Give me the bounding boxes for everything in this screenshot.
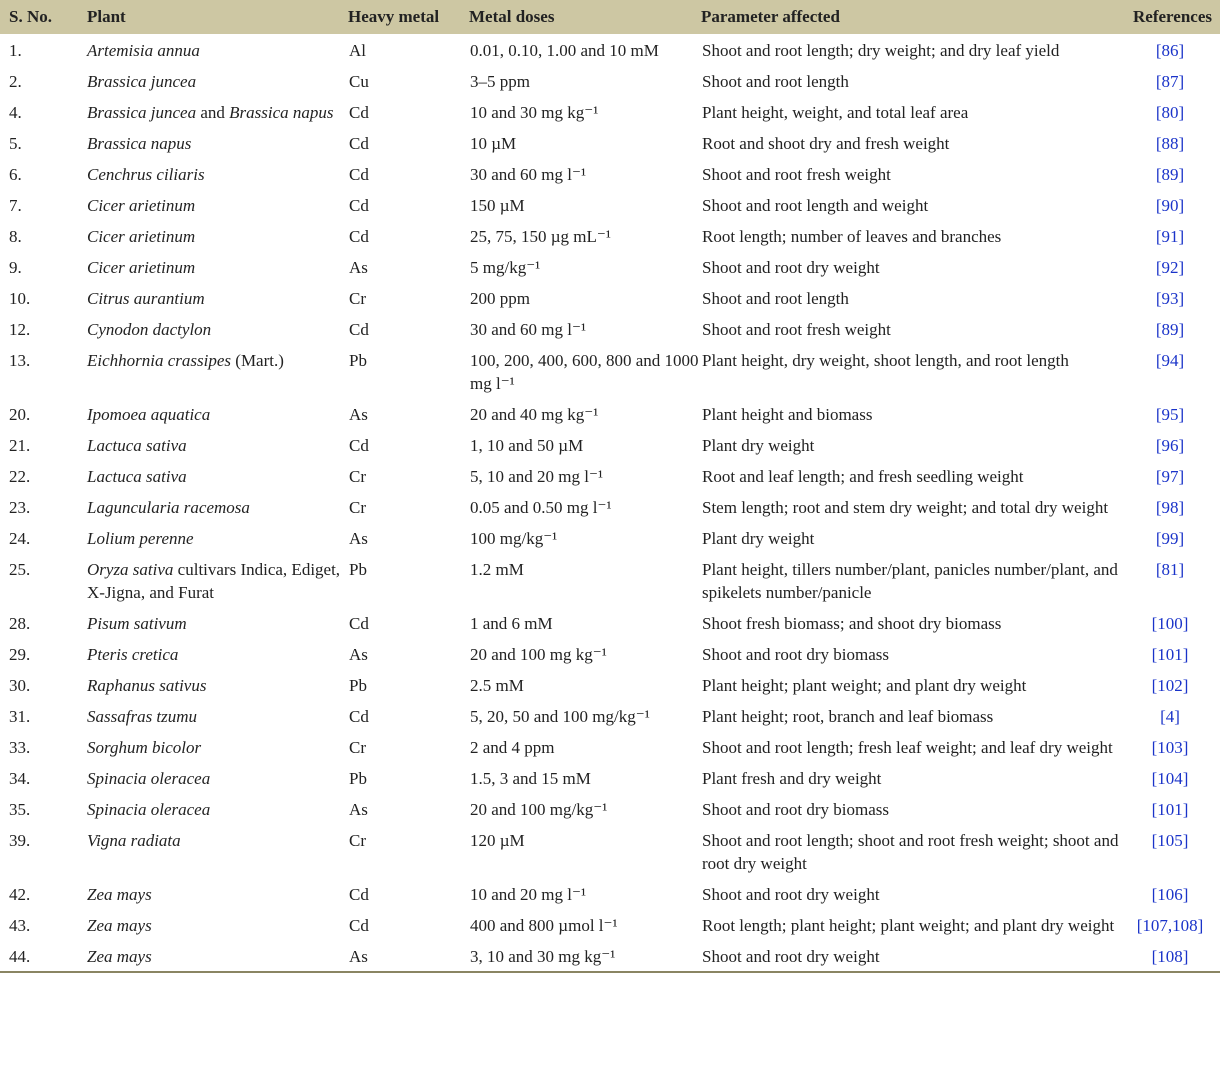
plant-name-part: Cicer arietinum [87,196,196,215]
cell-heavy-metal: Cd [349,165,369,184]
cell-plant [87,731,348,762]
cell-sno: 24. [9,529,31,548]
cell-sno: 12. [9,320,31,339]
cell-metal-doses: 400 and 800 µmol l⁻¹ [470,916,618,935]
cell-parameter-affected: Plant height, dry weight, shoot length, and root length [702,351,1069,370]
cell-heavy-metal: Cr [349,738,366,757]
plant-name-part: Brassica juncea [87,72,197,91]
cell-metal-doses: 3, 10 and 30 mg kg⁻¹ [469,940,701,972]
cell-reference [1120,669,1220,700]
table-row [0,878,1220,909]
cell-metal-doses: 20 and 100 mg/kg⁻¹ [470,800,608,819]
cell-reference [1120,824,1220,878]
cell-sno: 35. [9,800,31,819]
plant-name-part: Pteris cretica [87,645,179,664]
cell-reference [1120,878,1220,909]
cell-sno: 6. [9,165,22,184]
cell-reference [1120,158,1220,189]
reference-link[interactable]: [93] [1155,289,1185,308]
table-row [0,909,1220,940]
table-row [0,460,1220,491]
plant-name-part: Cenchrus ciliaris [87,165,205,184]
cell-metal-doses: 1 and 6 mM [470,614,553,633]
plant-name-part: cultivars Indica, Ediget, X-Jigna, and Furat [87,560,341,602]
cell-plant [87,429,348,460]
cell-metal-doses: 10 µM [470,134,517,153]
table-row [0,553,1220,607]
cell-heavy-metal: Cr [349,831,366,850]
cell-sno: 5. [9,134,22,153]
cell-plant [87,491,348,522]
reference-link[interactable]: [92] [1155,258,1185,277]
plant-name-part: Spinacia oleracea [87,800,211,819]
cell-parameter-affected: Root and leaf length; and fresh seedling weight [702,467,1024,486]
cell-parameter-affected: Shoot and root dry biomass [702,645,889,664]
cell-parameter-affected: Shoot and root length; fresh leaf weight; and leaf dry weight [702,738,1113,757]
table-row [0,638,1220,669]
reference-link[interactable]: [103] [1151,738,1189,757]
header-sno: S. No. [9,7,52,26]
reference-link[interactable]: [88] [1155,134,1185,153]
cell-plant [87,460,348,491]
cell-plant [87,282,348,313]
reference-link[interactable]: [90] [1155,196,1185,215]
cell-plant [87,398,348,429]
cell-reference [1120,940,1220,972]
cell-parameter-affected: Root length; plant height; plant weight; and plant dry weight [702,916,1115,935]
reference-link[interactable]: [4] [1160,707,1180,726]
cell-heavy-metal: As [349,800,368,819]
cell-plant [87,34,348,65]
table-header [0,0,1220,34]
cell-metal-doses: 20 and 40 mg kg⁻¹ [470,405,599,424]
cell-sno: 23. [9,498,31,517]
cell-reference [1120,398,1220,429]
table-row [0,607,1220,638]
cell-plant [87,189,348,220]
cell-parameter-affected: Stem length; root and stem dry weight; and total dry weight [702,498,1109,517]
cell-reference [1120,909,1220,940]
plant-name-part: Brassica juncea [87,103,197,122]
plant-name-part: Citrus aurantium [87,289,205,308]
cell-reference [1120,762,1220,793]
cell-metal-doses: 0.05 and 0.50 mg l⁻¹ [470,498,612,517]
cell-plant [87,313,348,344]
cell-plant [87,793,348,824]
cell-heavy-metal: Cd [349,916,369,935]
cell-metal-doses: 200 ppm [470,289,530,308]
cell-heavy-metal: Cr [349,289,366,308]
cell-sno: 43. [9,916,31,935]
cell-heavy-metal: Pb [349,351,367,370]
cell-metal-doses: 3–5 ppm [470,72,530,91]
cell-sno: 29. [9,645,31,664]
plant-name-part: Brassica napus [229,103,334,122]
cell-parameter-affected: Shoot and root dry weight [702,258,880,277]
cell-parameter-affected: Shoot and root dry weight [702,885,880,904]
table-row [0,220,1220,251]
reference-link[interactable]: [87] [1155,72,1185,91]
cell-parameter-affected: Root length; number of leaves and branches [702,227,1002,246]
cell-metal-doses: 1.5, 3 and 15 mM [470,769,591,788]
cell-plant [87,762,348,793]
cell-parameter-affected: Shoot and root length; dry weight; and dry leaf yield [702,41,1060,60]
cell-plant [87,158,348,189]
cell-metal-doses: 1.2 mM [470,560,524,579]
table-row [0,34,1220,65]
cell-metal-doses: 120 µM [470,831,525,850]
plant-name-part: Zea mays [87,916,152,935]
cell-reference [1120,491,1220,522]
plant-name-part: Lactuca sativa [87,436,187,455]
cell-metal-doses: 5 mg/kg⁻¹ [470,258,541,277]
plant-name-part: Sassafras tzumu [87,707,198,726]
reference-link[interactable]: [86] [1155,41,1185,60]
cell-parameter-affected: Plant fresh and dry weight [702,769,882,788]
cell-metal-doses: 2 and 4 ppm [470,738,555,757]
cell-heavy-metal: Cd [349,103,369,122]
cell-sno: 30. [9,676,31,695]
cell-heavy-metal: Pb [349,676,367,695]
reference-link[interactable]: [81] [1155,560,1185,579]
table-row [0,96,1220,127]
cell-parameter-affected: Plant dry weight [702,436,815,455]
cell-parameter-affected: Shoot and root length; shoot and root fresh weight; shoot and root dry weight [702,831,1119,873]
cell-heavy-metal: Cd [349,227,369,246]
cell-reference [1120,344,1220,398]
plant-name-part: Lactuca sativa [87,467,187,486]
cell-heavy-metal: Cd [349,196,369,215]
cell-plant [87,251,348,282]
cell-parameter-affected: Plant height, tillers number/plant, panicles number/plant, and spikelets number/panicle [702,560,1118,602]
plant-name-part: Ipomoea aquatica [87,405,211,424]
table-row [0,700,1220,731]
cell-reference [1120,700,1220,731]
reference-link[interactable]: [98] [1155,498,1185,517]
table-row [0,491,1220,522]
cell-reference [1120,607,1220,638]
table-body [0,34,1220,972]
plant-name-part: Laguncularia racemosa [87,498,250,517]
cell-parameter-affected: Plant height; plant weight; and plant dry weight [702,676,1027,695]
reference-link[interactable]: [101] [1151,645,1189,664]
table-row [0,793,1220,824]
cell-plant [87,638,348,669]
cell-reference [1120,429,1220,460]
table-row [0,251,1220,282]
reference-link[interactable]: [104] [1151,769,1189,788]
reference-link[interactable]: [101] [1151,800,1189,819]
cell-parameter-affected: Shoot and root dry weight [701,940,1120,972]
cell-heavy-metal: Cd [349,436,369,455]
plant-name-part: Pisum sativum [87,614,187,633]
table-row [0,762,1220,793]
plant-name-part: Zea mays [87,885,152,904]
cell-heavy-metal: Cr [349,498,366,517]
plant-name-part: Cicer arietinum [87,227,196,246]
table-row [0,940,1220,972]
cell-plant [87,220,348,251]
cell-plant [87,824,348,878]
cell-heavy-metal: Cr [349,467,366,486]
cell-heavy-metal: Pb [349,769,367,788]
cell-sno: 9. [9,258,22,277]
cell-sno: 44. [0,940,87,972]
cell-heavy-metal: Cd [349,885,369,904]
cell-parameter-affected: Plant height; root, branch and leaf biomass [702,707,994,726]
cell-plant [87,522,348,553]
table-row [0,65,1220,96]
reference-link[interactable]: [105] [1151,831,1189,850]
cell-plant [87,127,348,158]
cell-sno: 20. [9,405,31,424]
cell-sno: 33. [9,738,31,757]
cell-plant [87,878,348,909]
reference-link[interactable]: [102] [1151,676,1189,695]
reference-link[interactable]: [100] [1151,614,1189,633]
table-row [0,344,1220,398]
cell-plant [87,909,348,940]
table-row [0,731,1220,762]
header-references: References [1133,7,1212,26]
plant-name-part: and [196,103,230,122]
cell-plant [87,607,348,638]
cell-metal-doses: 5, 10 and 20 mg l⁻¹ [470,467,604,486]
cell-metal-doses: 1, 10 and 50 µM [470,436,584,455]
cell-sno: 28. [9,614,31,633]
cell-heavy-metal: As [348,940,469,972]
plant-name-part: Cynodon dactylon [87,320,212,339]
cell-parameter-affected: Shoot and root fresh weight [702,165,891,184]
cell-reference [1120,793,1220,824]
cell-sno: 10. [9,289,31,308]
table-row [0,313,1220,344]
reference-link[interactable]: [94] [1155,351,1185,370]
cell-plant [87,940,348,972]
cell-metal-doses: 10 and 20 mg l⁻¹ [470,885,587,904]
cell-heavy-metal: As [349,529,368,548]
header-parameter-affected: Parameter affected [701,7,840,26]
reference-link[interactable]: [97] [1155,467,1185,486]
cell-reference [1120,65,1220,96]
cell-plant [87,700,348,731]
cell-sno: 22. [9,467,31,486]
cell-parameter-affected: Root and shoot dry and fresh weight [702,134,950,153]
cell-parameter-affected: Shoot and root length [702,289,849,308]
plant-name-part: Spinacia oleracea [87,769,211,788]
header-heavy-metal: Heavy metal [348,7,440,26]
plant-name-part: Raphanus sativus [87,676,207,695]
reference-link[interactable]: [107,108] [1136,916,1204,935]
table-row [0,522,1220,553]
plant-name-part: Zea mays [87,947,152,966]
cell-sno: 7. [9,196,22,215]
cell-heavy-metal: Cu [349,72,369,91]
reference-link[interactable]: [95] [1155,405,1185,424]
plant-name-part: Lolium perenne [87,529,194,548]
cell-sno: 13. [9,351,31,370]
cell-reference [1120,460,1220,491]
cell-plant [87,344,348,398]
cell-parameter-affected: Shoot and root dry biomass [702,800,889,819]
reference-link[interactable]: [106] [1151,885,1189,904]
cell-parameter-affected: Shoot and root fresh weight [702,320,891,339]
cell-reference [1120,282,1220,313]
header-metal-doses: Metal doses [469,7,555,26]
cell-plant [87,553,348,607]
reference-link[interactable]: [108] [1151,947,1189,966]
cell-plant [87,669,348,700]
cell-heavy-metal: Cd [349,134,369,153]
cell-metal-doses: 25, 75, 150 µg mL⁻¹ [470,227,611,246]
cell-plant [87,96,348,127]
header-plant: Plant [87,7,126,26]
cell-heavy-metal: Cd [349,320,369,339]
table-row [0,669,1220,700]
cell-sno: 8. [9,227,22,246]
cell-reference [1120,522,1220,553]
cell-heavy-metal: Cd [349,707,369,726]
cell-heavy-metal: Cd [349,614,369,633]
cell-sno: 34. [9,769,31,788]
reference-link[interactable]: [99] [1155,529,1185,548]
table-row [0,127,1220,158]
cell-metal-doses: 150 µM [470,196,525,215]
table-row [0,158,1220,189]
table-row [0,824,1220,878]
reference-link[interactable]: [96] [1155,436,1185,455]
table-row [0,398,1220,429]
cell-reference [1120,127,1220,158]
plant-name-part: (Mart.) [231,351,284,370]
cell-sno: 2. [9,72,22,91]
reference-link[interactable]: [89] [1155,165,1185,184]
table-row [0,189,1220,220]
reference-link[interactable]: [91] [1155,227,1185,246]
cell-parameter-affected: Plant height and biomass [702,405,873,424]
cell-reference [1120,96,1220,127]
cell-metal-doses: 20 and 100 mg kg⁻¹ [470,645,607,664]
cell-heavy-metal: Pb [349,560,367,579]
cell-sno: 42. [9,885,31,904]
plant-name-part: Brassica napus [87,134,192,153]
cell-reference [1120,731,1220,762]
header-row [0,0,1220,34]
plant-name-part: Oryza sativa [87,560,174,579]
plant-name-part: Sorghum bicolor [87,738,202,757]
cell-reference [1120,553,1220,607]
cell-reference [1120,638,1220,669]
cell-metal-doses: 30 and 60 mg l⁻¹ [470,165,587,184]
reference-link[interactable]: [80] [1155,103,1185,122]
cell-heavy-metal: Al [349,41,366,60]
table-row [0,429,1220,460]
cell-parameter-affected: Shoot and root length [702,72,849,91]
cell-sno: 21. [9,436,31,455]
cell-heavy-metal: As [349,405,368,424]
cell-parameter-affected: Plant height, weight, and total leaf area [702,103,969,122]
cell-sno: 31. [9,707,31,726]
cell-heavy-metal: As [349,258,368,277]
cell-metal-doses: 5, 20, 50 and 100 mg/kg⁻¹ [470,707,650,726]
cell-metal-doses: 2.5 mM [470,676,524,695]
cell-sno: 4. [9,103,22,122]
cell-metal-doses: 100, 200, 400, 600, 800 and 1000 mg l⁻¹ [470,351,699,393]
cell-sno: 39. [9,831,31,850]
cell-reference [1120,313,1220,344]
table-row [0,282,1220,313]
cell-sno: 1. [9,41,22,60]
cell-metal-doses: 10 and 30 mg kg⁻¹ [470,103,599,122]
cell-parameter-affected: Plant dry weight [702,529,815,548]
cell-reference [1120,34,1220,65]
cell-metal-doses: 100 mg/kg⁻¹ [470,529,558,548]
cell-reference [1120,251,1220,282]
cell-parameter-affected: Shoot and root length and weight [702,196,929,215]
cell-reference [1120,220,1220,251]
plant-name-part: Vigna radiata [87,831,181,850]
reference-link[interactable]: [89] [1155,320,1185,339]
plant-name-part: Cicer arietinum [87,258,196,277]
cell-plant [87,65,348,96]
cell-sno: 25. [9,560,31,579]
cell-heavy-metal: As [349,645,368,664]
cell-parameter-affected: Shoot fresh biomass; and shoot dry biomass [702,614,1002,633]
cell-metal-doses: 30 and 60 mg l⁻¹ [470,320,587,339]
cell-metal-doses: 0.01, 0.10, 1.00 and 10 mM [470,41,659,60]
cell-reference [1120,189,1220,220]
plant-name-part: Artemisia annua [87,41,200,60]
plant-name-part: Eichhornia crassipes [87,351,232,370]
